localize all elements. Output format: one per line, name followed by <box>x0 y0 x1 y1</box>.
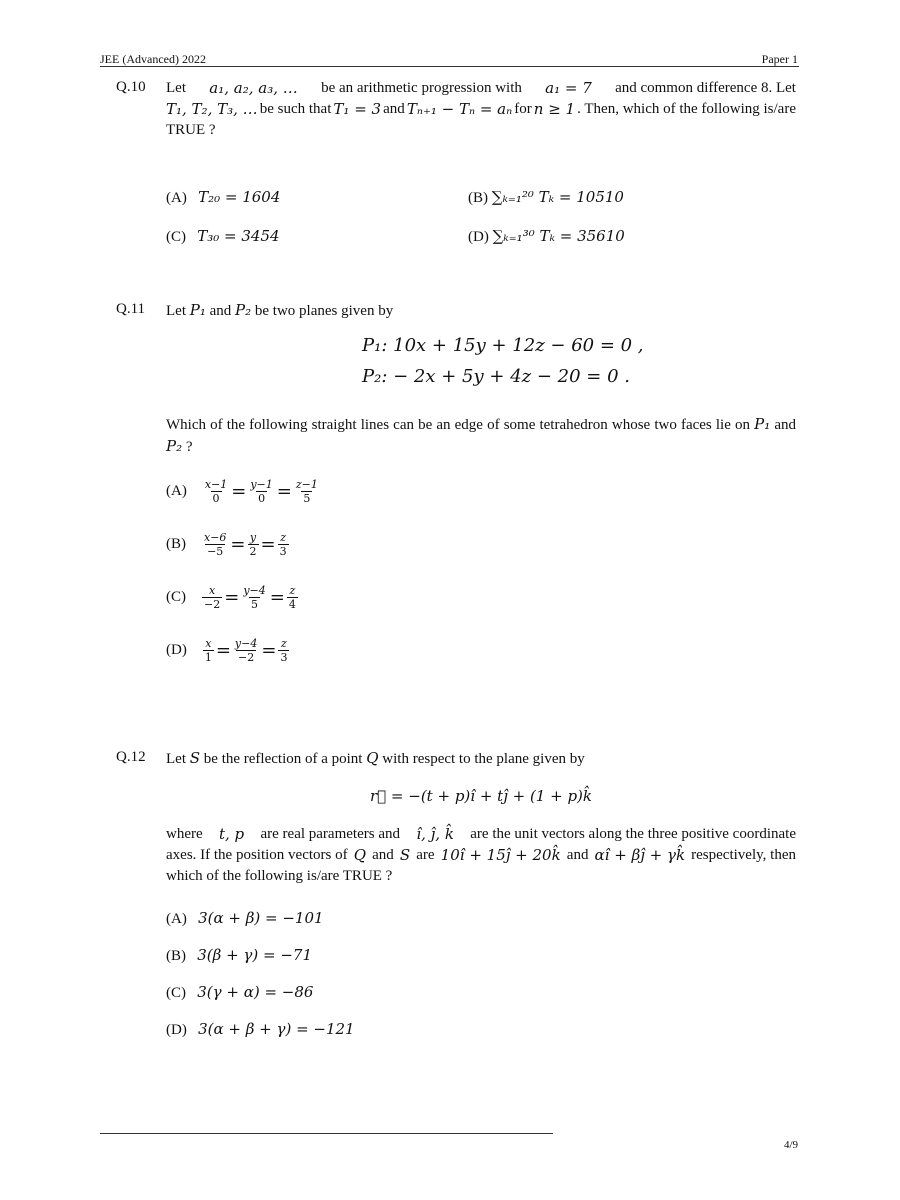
fraction-z: $\frac{z-1}{5}$ <box>295 478 318 505</box>
q10-option-c[interactable]: (C) T₃₀ = 3454 <box>166 227 280 245</box>
exam-title: JEE (Advanced) 2022 <box>100 52 206 66</box>
fraction-y: $\frac{y-1}{0}$ <box>250 478 273 505</box>
fraction-x: $\frac{x-6}{-5}$ <box>204 531 227 558</box>
q11-option-a[interactable]: (A) $\frac{x-1}{0}$ = $\frac{y-1}{0}$ = $\frac{z-1}{5}$ <box>166 478 318 505</box>
q12-option-b[interactable]: (B) 3(β + γ) = −71 <box>166 946 312 964</box>
fraction-z: $\frac{z}{4}$ <box>288 584 296 611</box>
question-10-text: Let a₁, a₂, a₃, … be an arithmetic progression with a₁ = 7 and common difference 8. Let T₁, T₂, T₃, … be such that T₁ = 3 and Tₙ₊₁ − Tₙ = aₙ for n ≥ 1 . Then, which of the following is/are TRUE ? <box>166 79 796 138</box>
question-number-11: Q.11 <box>116 301 146 317</box>
question-11-text: Which of the following straight lines can be an edge of some tetrahedron whose two faces lie on P₁ and P₂ ? <box>166 415 797 455</box>
q12-option-c[interactable]: (C) 3(γ + α) = −86 <box>166 983 314 1001</box>
page-number: 4/9 <box>783 1139 798 1151</box>
fraction-y: $\frac{y}{2}$ <box>249 531 257 558</box>
plane-p1-equation: P₁: 10x + 15y + 12z − 60 = 0 , <box>362 335 644 356</box>
q10-option-a[interactable]: (A) T₂₀ = 1604 <box>166 188 281 206</box>
q10-option-d[interactable]: (D) ∑ₖ₌₁³⁰ Tₖ = 35610 <box>468 227 625 245</box>
question-11-intro: Let P₁ and P₂ be two planes given by <box>166 301 394 319</box>
fraction-x: $\frac{x}{1}$ <box>204 637 212 664</box>
paper-label: Paper 1 <box>761 52 798 66</box>
question-12-intro: Let S be the reflection of a point Q with respect to the plane given by <box>166 749 585 767</box>
question-12-text: where t, p are real parameters and î, ĵ, k̂ are the unit vectors along the three positive coordinate axes. If the position vectors of Q and S are 10î + 15ĵ + 20k̂ and αî + βĵ + γk̂ respectively, then which of the following is/are TRUE ? <box>166 825 796 884</box>
fraction-z: $\frac{z}{3}$ <box>279 531 287 558</box>
q12-option-d[interactable]: (D) 3(α + β + γ) = −121 <box>166 1020 355 1038</box>
header-divider <box>100 66 799 67</box>
plane-p2-equation: P₂: − 2x + 5y + 4z − 20 = 0 . <box>362 366 630 387</box>
question-number-10: Q.10 <box>116 79 146 95</box>
plane-vector-equation: r⃗ = −(t + p)î + tĵ + (1 + p)k̂ <box>369 787 592 805</box>
question-number-12: Q.12 <box>116 749 146 765</box>
fraction-y: $\frac{y-4}{-2}$ <box>234 637 258 664</box>
fraction-x: $\frac{x-1}{0}$ <box>204 478 228 505</box>
q11-option-d[interactable]: (D) $\frac{x}{1}$ = $\frac{y-4}{-2}$ = $\frac{z}{3}$ <box>166 637 288 664</box>
q10-option-b[interactable]: (B) ∑ₖ₌₁²⁰ Tₖ = 10510 <box>468 188 624 206</box>
footer-divider <box>100 1133 553 1134</box>
fraction-x: $\frac{x}{-2}$ <box>204 584 221 611</box>
q11-option-c[interactable]: (C) $\frac{x}{-2}$ = $\frac{y-4}{5}$ = $\frac{z}{4}$ <box>166 584 296 611</box>
q11-option-b[interactable]: (B) $\frac{x-6}{-5}$ = $\frac{y}{2}$ = $\frac{z}{3}$ <box>166 531 287 558</box>
fraction-z: $\frac{z}{3}$ <box>280 637 288 664</box>
fraction-y: $\frac{y-4}{5}$ <box>243 584 266 611</box>
q12-option-a[interactable]: (A) 3(α + β) = −101 <box>166 909 324 927</box>
